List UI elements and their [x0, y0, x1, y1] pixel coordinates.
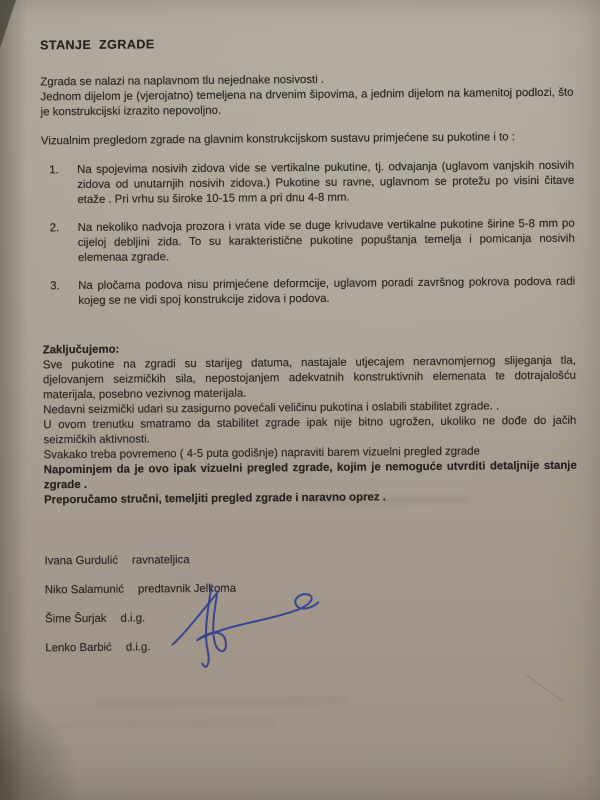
conclusion-paragraph: U ovom trenutku smatramo da stabilitet zgrade ipak nije bitno ugrožen, ukoliko ne dođe do jačih seizmičkih aktivnosti.: [43, 414, 577, 447]
signatory-role: predtavnik Jelkoma: [137, 582, 237, 596]
finding-item: [50, 275, 575, 310]
conclusion-paragraph: Sve pukotine na zgradi su starijeg datuma, nastajale utjecajem neravnomjernog slijeganja tla, djelovanjem seizmičkih sila, nepostojanjem adekvatnih konstruktivnih elemenata te dotrajalošću materijala, posebno vezivnog materijala.: [42, 354, 577, 402]
paper-crease: [526, 675, 564, 703]
findings-list: [41, 159, 575, 310]
document-content: [40, 34, 578, 671]
lead-sentence: Vizualnim pregledom zgrade na glavnim konstrukcijskom sustavu primjećene su pukotine i to :: [40, 131, 515, 148]
ink-bleed-smudge: [95, 696, 345, 707]
paper-corner-shadow: [0, 0, 16, 48]
finding-item: [49, 159, 574, 209]
finding-item: [50, 217, 575, 267]
signatory-name: Lenko Barbić: [45, 641, 112, 655]
conclusion-paragraph: Svakako treba povremeno ( 4-5 puta godišnje) napraviti barem vizuelni pregled zgrade: [43, 445, 480, 462]
signatory-name: Šime Šurjak: [45, 612, 107, 626]
signatories-block: [45, 550, 579, 657]
finding-number: 3.: [50, 280, 60, 293]
finding-number: 1.: [49, 164, 59, 177]
signatory-row: [45, 637, 578, 657]
finding-number: 2.: [49, 222, 60, 235]
recommendation-paragraph: Preporučamo stručni, temeljiti pregled zgrade i naravno oprez .: [43, 491, 386, 507]
signatory-row: [45, 579, 578, 599]
note-paragraph: Napominjem da je ovo ipak vizuelni pregled zgrade, kojim je nemoguće utvrditi detaljnije stanje zgrade .: [43, 459, 577, 492]
finding-text: Na spojevima nosivih zidova vide se vertikalne pukutine, tj. odvajanja (uglavom vanjskih nosivih zidova od unutarnjih nosivih zidova.) Pukotine su ravne, uglavnom se protežu po visini čitave etaže . Pri vrhu su široke 10-15 mm a pri dnu 4-8 mm.: [77, 159, 575, 207]
finding-text: Na pločama podova nisu primjećene deformcije, uglavom poradi završnog pokrova podova radi kojeg se ne vidi spoj konstrukcije zidova i podova.: [78, 275, 576, 308]
finding-text: Na nekoliko nadvoja prozora i vrata vide se duge krivudave vertikalne pukotine širine 5-8 mm po cijeloj debljini zida. To su karakteristične pukotine popuštanja temelja i pomicanja nosivih elemenaa zgrade.: [77, 217, 575, 265]
signatory-name: Niko Salamunić: [44, 583, 125, 597]
conclusion-paragraph: Nedavni seizmički udari su zasigurno povećali veličinu pukotina i oslabili stabilitet zgrade. .: [43, 400, 500, 417]
signatory-role: d.i.g.: [120, 612, 146, 625]
document-title: STANJE ZGRADE: [40, 37, 155, 53]
intro-paragraph: Jednom dijelom je (vjerojatno) temeljena na drvenim šipovima, a jednim dijelom na kamenitoj podlozi, što je konstrukcijski izrazito nepovoljno.: [40, 86, 574, 119]
signatory-row: [45, 550, 578, 570]
signatory-name: Ivana Gurdulić: [44, 554, 119, 568]
signatory-row: [45, 608, 578, 628]
conclusion-heading: Zaključujemo:: [42, 343, 120, 357]
intro-line: Zgrada se nalazi na naplavnom tlu nejednake nosivosti .: [40, 73, 325, 89]
ink-bleed-smudge: [60, 718, 275, 729]
signatory-role: ravnateljica: [131, 554, 190, 567]
signatory-role: d.i.g.: [125, 641, 151, 654]
